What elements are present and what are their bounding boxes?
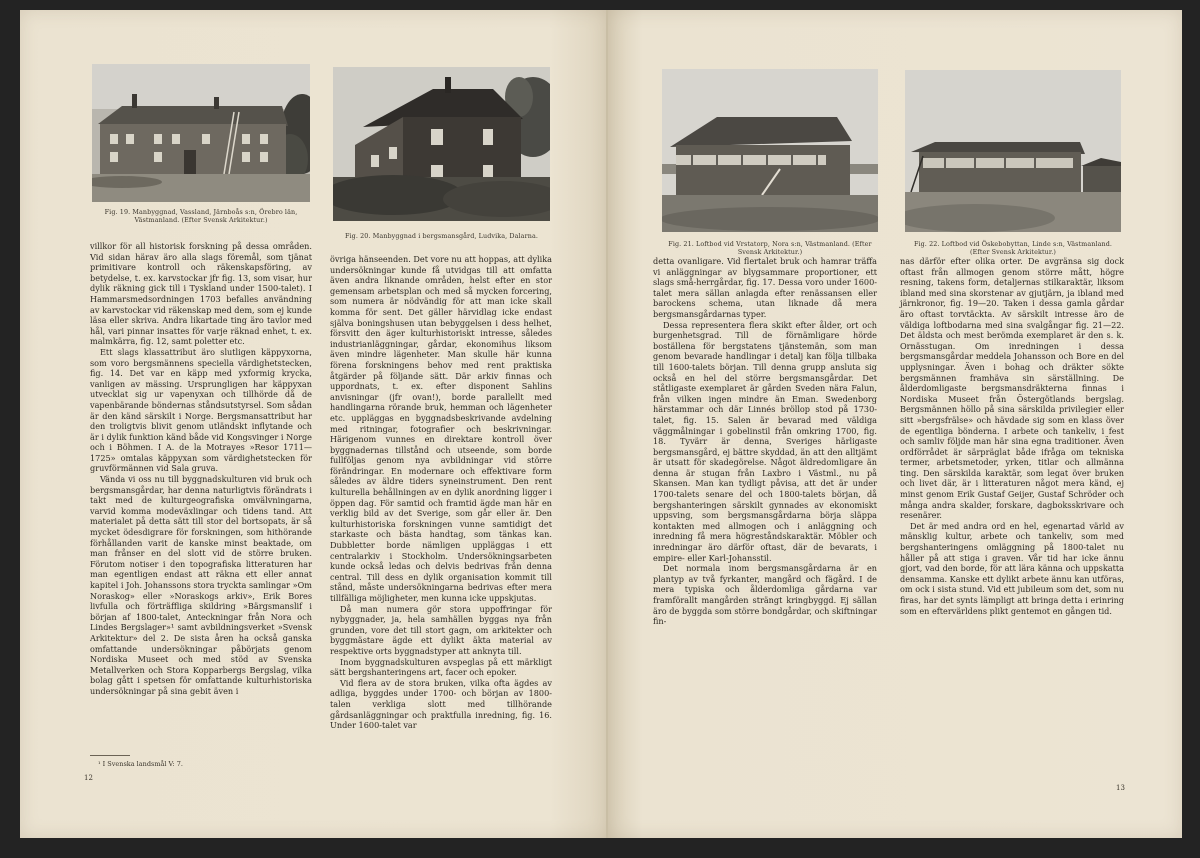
paragraph: Vända vi oss nu till byggnadskulturen vid bruk och bergsmansgårdar, har denna naturligtvis förändrats i takt med de kulturgeografiska omvälvningarna, varvid komma modeväxlingar och tidens tand. Att materialet på detta sätt till stor del bortsopats, är så mycket ödesdigrare för forskningen, som hithörande förhållanden varit de kanske minst beaktade, om man frånser en del slott vid de större bruken. Förutom notiser i den topografiska litteraturen har man egentligen endast att räkna ett eller annat kapitel i Joh. Johanssons stora tryckta samlingar »Om Noraskog» eller »Noraskogs arkiv», Erik Bores livfulla och förträffliga skildring »Bärgsmanslif i början af 1800-talet, Anteckningar från Nora och Lindes Bergslager»¹ samt avbildningsverket »Svensk Arkitektur» del 2. De sista åren ha också ganska omfattande undersökningar påbörjats genom Nordiska Museet och med stöd av Svenska Metallverken och Stora Kopparbergs Bergslag, vilka bolag gått i spetsen för omfattande kulturhistoriska undersökningar på sina gebit även i: [90, 474, 312, 696]
right-column-1: [653, 256, 877, 627]
footnote: ¹ I Svenska landsmål V: 7.: [98, 760, 183, 768]
page-number-right: 13: [1116, 784, 1125, 792]
left-page: [20, 10, 608, 838]
fig22-caption: Fig. 22. Loftbod vid Öskebobyttan, Linde s:n, Västmanland. (Efter Svensk Arkitektur.): [913, 240, 1113, 256]
paragraph: Det är med andra ord en hel, egenartad värld av mänsklig kultur, arbete och tankeliv, som med bergshanteringens omläggning på 1800-talet nu håller på att stiga i graven. Vår tid har icke ännu gjort, vad den borde, för att lära känna och uppskatta densamma. Kanske ett dylikt arbete ännu kan utföras, om ock i sista stund. Vid ett jubileum som det, som nu firas, har det synts lämpligt att bringa detta i erinring som en eftervärldens plikt gentemot en gången tid.: [900, 520, 1124, 616]
page-number-left: 12: [84, 774, 93, 782]
fig21-caption: Fig. 21. Loftbod vid Vrstatorp, Nora s:n, Västmanland. (Efter Svensk Arkitektur.): [668, 240, 872, 256]
paragraph: Då man numera gör stora uppoffringar för nybyggnader, ja, hela samhällen byggas nya från grunden, vore det till stort gagn, om arkitekter och byggmästare ägde ett dylikt äkta material av respektive orts byggnadstyper att anknyta till.: [330, 603, 552, 656]
right-column-2: [900, 256, 1124, 616]
paragraph: Det normala inom bergsmansgårdarna är en plantyp av två fyrkanter, mangård och fägård. I de mera typiska och ålderdomliga gårdarna var framförallt mangården strängt kringbyggd. Ej sällan äro de byggda som större bondgårdar, och skiftningar fin-: [653, 563, 877, 627]
paragraph: Dessa representera flera skikt efter ålder, ort och burgenhetsgrad. Till de förnämligare hörde boställena för bergstatens tjänstemän, som man genom bevarade handlingar i detalj kan följa tillbaka till 1600-talets början. Till denna grupp ansluta sig också en hel del större bergsmansgårdar. Det ståtligaste exemplaret är gården Sveden nära Falun, från vilken ingen mindre än Eman. Swedenborg härstammar och där Linnés bröllop stod på 1730-talet, fig. 15. Salen är bevarad med väldiga väggmålningar i gobelinstil från omkring 1700, fig. 18. Tyvärr är denna, Sveriges härligaste bergsmansgård, ej bättre skyddad, än att den alltjämt är utsatt för skadegörelse. Något äldredomligare än denna är stugan från Laxbro i Västml., nu på Skansen. Man kan tydligt påvisa, att det är under 1700-talets senare del och 1800-talets början, då bergshanteringen särskilt gynnades av ekonomiskt uppsving, som bergsmansgårdarna börja släppa kontakten med allmogen och i anläggning och inredning få mera högreståndskaraktär. Möbler och inredningar äro därför oftast, där de bevarats, i empire- eller Karl-Johansstil.: [653, 319, 877, 563]
fig21-photo: [662, 69, 878, 232]
fig19-caption: Fig. 19. Manbyggnad, Vassland, Järnboås s:n, Örebro län, Västmanland. (Efter Svensk Arkitektur.): [104, 208, 298, 224]
fig19-photo: [92, 64, 310, 202]
fig20-caption: Fig. 20. Manbyggnad i bergsmansgård, Ludvika, Dalarna.: [344, 232, 539, 240]
paragraph: villkor för all historisk forskning på dessa områden. Vid sidan härav äro alla slags föremål, som tjänat primitivare kontroll och räkenskapsföring, av betydelse, t. ex. karvstockar jfr fig. 13, som visar, hur dylik räkning gick till i Tyskland under 1500-talet). I Hammarsmedsordningen 1703 befalles användning av karvstockar vid räkenskap med dem, som ej kunde läsa eller skriva. Andra likartade ting äro tavlor med hål, vari pinnar insattes för varje räknad enhet, t. ex. malmkärra, fig. 12, samt poletter etc.: [90, 241, 312, 347]
fig22-photo: [905, 70, 1121, 232]
fig20-photo: [333, 67, 550, 221]
paragraph: Inom byggnadskulturen avspeglas på ett märkligt sätt bergshanteringens art, facer och epoker.: [330, 656, 552, 678]
left-column-2: [330, 254, 552, 731]
paragraph: Ett slags klassattribut äro slutligen käppyxorna, som voro bergsmännens speciella värdighetstecken, fig. 14. Det var en käpp med yxformig krycka, vanligen av mässing. Ursprungligen har käppyxan utvecklat sig ur vapenyxan och tillhörde då de vapenbärande böndernas ståndsutstyrsel. Som sådan är den känd särskilt i Norge. Bergsmansattribut har den troligtvis blivit genom utländskt inflytande och är i dylik funktion känd både vid Kongsvinger i Norge och i Böhmen. I A. de la Motrayes »Resor 1711—1725» omtalas käppyxan som värdighetstecken för gruvförmännen vid Sala gruva.: [90, 346, 312, 474]
paragraph: Vid flera av de stora bruken, vilka ofta ägdes av adliga, byggdes under 1700- och början av 1800-talen verkliga slott med tillhörande gårdsanläggningar och praktfulla inredning, fig. 16. Under 1600-talet var: [330, 677, 552, 731]
paragraph: nas därför efter olika orter. De avgränsa sig dock oftast från allmogen genom större mått, högre resning, takens form, detaljernas stilkaraktär, liksom ibland med sina skorstenar av gjutjärn, ja ibland med järnkronor, fig. 19—20. Taken i dessa gamla gårdar äro oftast torvtäckta. Av särskilt intresse äro de väldiga loftbodarna med sina svalgångar fig. 21—22. Det äldsta och mest berömda exemplaret är den s. k. Ornässtugan. Om inredningen i dessa bergsmansgårdar meddela Johansson och Bore en del upplysningar. Även i bohag och dräkter sökte bergsmännen framhäva sin särställning. De ålderdomligaste bergsmansdräkterna finnas i Nordiska Museet från Östergötlands bergslag. Bergsmännen höllo på sina särskilda privilegier eller sitt »bergsfrälse» och hävdade sig som en klass över de egentliga bönderna. I arbete och tankeliv, i fest och samliv följde man här sina egna traditioner. Även ordförrådet är särpräglat både ifråga om tekniska termer, arbetsmetoder, yrken, titlar och allmänna ting. Den särskilda karaktär, som legat över bruken och livet där, är i litteraturen något mera känd, ej minst genom Erik Gustaf Geijer, Gustaf Schröder och många andra skalder, forskare, dagboksskrivare och resenärer.: [900, 256, 1124, 521]
right-page: [608, 10, 1182, 838]
footnote-divider: [90, 755, 130, 756]
paragraph: övriga hänseenden. Det vore nu att hoppas, att dylika undersökningar kunde få utvidgas till att omfatta även andra liknande områden, helst efter en stor gemensam arbetsplan och med så mycken forcering, som numera är nödvändig för att man icke skall komma för sent. Det gäller härvidlag icke endast själva boningshusen utan bebyggelsen i dess helhet, försvitt den äger kulturhistoriskt intresse, således industrianläggningar, gårdar, ekonomihus liksom även mindre lägenheter. Man skulle här kunna förena forskningens behov med rent praktiska åtgärder på följande sätt. Där arkiv finnas och uppordnats, t. ex. efter disponent Sahlins anvisningar (jfr ovan!), borde parallellt med handlingarna rörande bruk, hemman och lägenheter etc. uppläggas en byggnadsbeskrivande avdelning med ritningar, fotografier och beskrivningar. Härigenom vunnes en direktare kontroll över byggnadernas tillstånd och utseende, som borde fullföljas genom nya avbildningar vid större förändringar. En modernare och effektivare form således av äldre tiders syneinstrument. Den rent kulturella behållningen av en dylik anordning ligger i öppen dag. För samtid och framtid ägde man här en verklig bild av det Sverige, som går eller är. Den kulturhistoriska forskningen vunne samtidigt det starkaste och bästa handtag, som tänkas kan. Dubbletter borde nämligen uppläggas i ett centralarkiv i Stockholm. Undersökningsarbeten kunde också ledas och delvis bedrivas från denna central. Till dess en dylik organisation kommit till stånd, måste undersökningarna bedrivas efter mera tillfälliga möjligheter, men kunna icke uppskjutas.: [330, 254, 552, 603]
left-column-1: [90, 241, 312, 697]
paragraph: detta ovanligare. Vid flertalet bruk och hamrar träffa vi anläggningar av blygsammare proportioner, ett slags små-herrgårdar, fig. 17. Dessa voro under 1600-talet mera sällan anlagda efter renässansen eller barockens schema, utan liknade då mera bergsmansgårdarnas typer.: [653, 256, 877, 319]
